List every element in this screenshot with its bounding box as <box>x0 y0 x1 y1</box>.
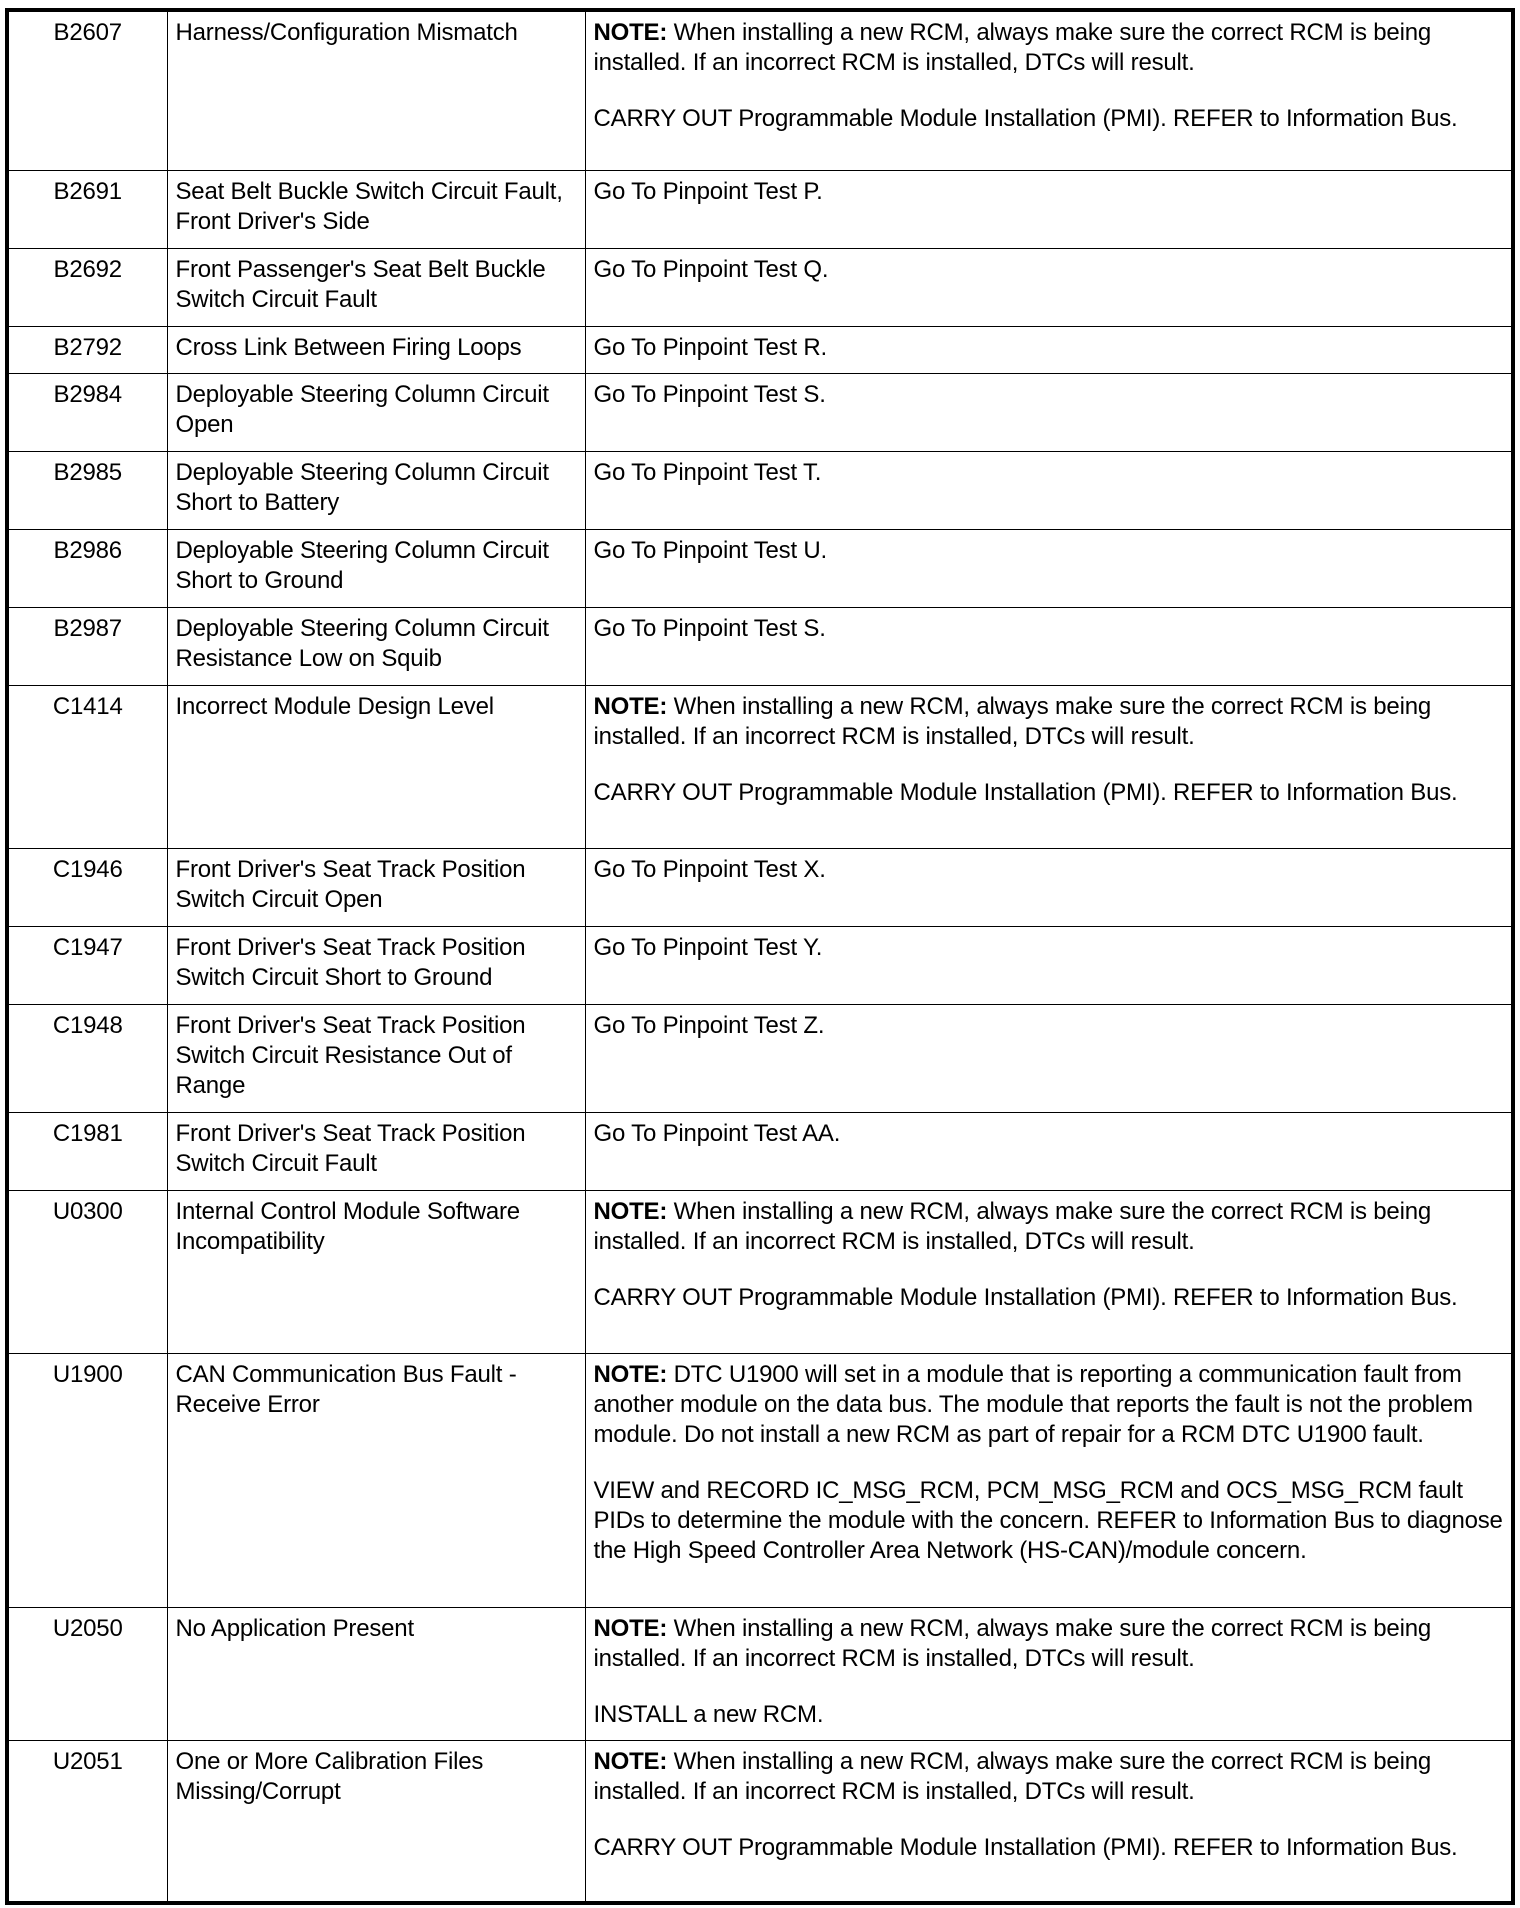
action-text: Go To Pinpoint Test S. <box>593 614 826 642</box>
note-text: When installing a new RCM, always make sure the correct RCM is being installed. If an incorrect RCM is installed, DTCs will result. <box>593 19 1431 76</box>
dtc-code: U0300 <box>7 1190 167 1353</box>
dtc-code: C1946 <box>7 848 167 926</box>
dtc-description: Front Driver's Seat Track Position Switch Circuit Resistance Out of Range <box>167 1004 585 1112</box>
action-text: Go To Pinpoint Test Q. <box>593 255 829 283</box>
table-row <box>7 451 1513 529</box>
dtc-description: Front Passenger's Seat Belt Buckle Switch Circuit Fault <box>167 248 585 326</box>
table-row <box>7 1607 1513 1740</box>
dtc-code: C1947 <box>7 926 167 1004</box>
dtc-action-cell <box>585 926 1513 1004</box>
dtc-description: No Application Present <box>167 1607 585 1740</box>
dtc-code: C1414 <box>7 685 167 848</box>
dtc-description: Harness/Configuration Mismatch <box>167 10 585 170</box>
note-label: NOTE: <box>593 19 668 46</box>
table-row <box>7 373 1513 451</box>
table-row <box>7 1190 1513 1353</box>
note <box>594 1197 1504 1257</box>
action-text: VIEW and RECORD IC_MSG_RCM, PCM_MSG_RCM and OCS_MSG_RCM fault PIDs to determine the module with the concern. REFER to Information Bus to diagnose the High Speed Controller Area Network (HS-CAN)/module concern. <box>593 1476 1503 1564</box>
dtc-description: CAN Communication Bus Fault - Receive Error <box>167 1353 585 1607</box>
dtc-code: C1981 <box>7 1112 167 1190</box>
dtc-code: U2051 <box>7 1740 167 1903</box>
dtc-description: Deployable Steering Column Circuit Short to Ground <box>167 529 585 607</box>
note-label: NOTE: <box>593 692 668 720</box>
dtc-code: B2984 <box>7 373 167 451</box>
note-text: When installing a new RCM, always make sure the correct RCM is being installed. If an incorrect RCM is installed, DTCs will result. <box>593 692 1431 750</box>
table-row <box>7 248 1513 326</box>
dtc-action-cell <box>585 1004 1513 1112</box>
table-row <box>7 529 1513 607</box>
dtc-code: B2607 <box>7 10 167 170</box>
dtc-action-cell <box>585 170 1513 248</box>
action-text: CARRY OUT Programmable Module Installation (PMI). REFER to Information Bus. <box>593 1283 1458 1311</box>
table-row <box>7 1112 1513 1190</box>
action-text: Go To Pinpoint Test U. <box>593 536 828 564</box>
dtc-description: Front Driver's Seat Track Position Switch Circuit Fault <box>167 1112 585 1190</box>
table-row <box>7 326 1513 373</box>
dtc-action-cell <box>585 326 1513 373</box>
dtc-code: B2985 <box>7 451 167 529</box>
action-text: Go To Pinpoint Test Y. <box>593 933 823 961</box>
note-text: When installing a new RCM, always make sure the correct RCM is being installed. If an incorrect RCM is installed, DTCs will result. <box>593 1614 1431 1672</box>
dtc-code: B2986 <box>7 529 167 607</box>
action-text: Go To Pinpoint Test P. <box>593 177 823 205</box>
note-text: When installing a new RCM, always make sure the correct RCM is being installed. If an incorrect RCM is installed, DTCs will result. <box>593 1197 1431 1255</box>
dtc-code: C1948 <box>7 1004 167 1112</box>
note <box>594 18 1504 78</box>
dtc-action-cell <box>585 1607 1513 1740</box>
dtc-action-cell <box>585 529 1513 607</box>
note-text: DTC U1900 will set in a module that is reporting a communication fault from another module on the data bus. The module that reports the fault is not the problem module. Do not install a new RCM as part of repair for a RCM DTC U1900 fault. <box>593 1360 1473 1448</box>
dtc-description: One or More Calibration Files Missing/Corrupt <box>167 1740 585 1903</box>
action-text: Go To Pinpoint Test S. <box>593 380 826 408</box>
note-label: NOTE: <box>593 1360 668 1388</box>
dtc-action-cell <box>585 1740 1513 1903</box>
action-text: Go To Pinpoint Test Z. <box>593 1011 825 1039</box>
dtc-action-cell <box>585 373 1513 451</box>
note <box>594 1360 1504 1450</box>
dtc-action-cell <box>585 1353 1513 1607</box>
dtc-table <box>5 8 1515 1905</box>
action-text: CARRY OUT Programmable Module Installation (PMI). REFER to Information Bus. <box>593 1833 1458 1861</box>
dtc-description: Deployable Steering Column Circuit Short to Battery <box>167 451 585 529</box>
dtc-description: Deployable Steering Column Circuit Open <box>167 373 585 451</box>
dtc-action-cell <box>585 685 1513 848</box>
dtc-action-cell <box>585 248 1513 326</box>
action-text: INSTALL a new RCM. <box>593 1700 824 1728</box>
table-row <box>7 848 1513 926</box>
dtc-action-cell <box>585 10 1513 170</box>
note-label: NOTE: <box>593 1747 668 1775</box>
action-text: Go To Pinpoint Test X. <box>593 855 826 883</box>
dtc-action-cell <box>585 1112 1513 1190</box>
note <box>594 1614 1504 1674</box>
note-label: NOTE: <box>593 1197 668 1225</box>
dtc-code: B2691 <box>7 170 167 248</box>
dtc-action-cell <box>585 1190 1513 1353</box>
table-row <box>7 1353 1513 1607</box>
note-text: When installing a new RCM, always make sure the correct RCM is being installed. If an incorrect RCM is installed, DTCs will result. <box>593 1747 1431 1805</box>
action-text: Go To Pinpoint Test R. <box>593 333 828 361</box>
action-text: Go To Pinpoint Test T. <box>593 458 822 486</box>
dtc-action-cell <box>585 848 1513 926</box>
dtc-description: Cross Link Between Firing Loops <box>167 326 585 373</box>
dtc-description: Front Driver's Seat Track Position Switch Circuit Open <box>167 848 585 926</box>
table-row <box>7 607 1513 685</box>
dtc-description: Deployable Steering Column Circuit Resistance Low on Squib <box>167 607 585 685</box>
table-row <box>7 170 1513 248</box>
action-text: CARRY OUT Programmable Module Installation (PMI). REFER to Information Bus. <box>593 105 1458 132</box>
table-row <box>7 1740 1513 1903</box>
dtc-description: Incorrect Module Design Level <box>167 685 585 848</box>
dtc-code: U2050 <box>7 1607 167 1740</box>
dtc-action-cell <box>585 451 1513 529</box>
table-row <box>7 10 1513 170</box>
dtc-code: B2692 <box>7 248 167 326</box>
dtc-code: B2792 <box>7 326 167 373</box>
dtc-description: Internal Control Module Software Incompatibility <box>167 1190 585 1353</box>
table-row <box>7 926 1513 1004</box>
note-label: NOTE: <box>593 1614 668 1642</box>
dtc-code: B2987 <box>7 607 167 685</box>
note <box>594 1747 1504 1807</box>
dtc-code: U1900 <box>7 1353 167 1607</box>
table-row <box>7 1004 1513 1112</box>
action-text: CARRY OUT Programmable Module Installation (PMI). REFER to Information Bus. <box>593 778 1458 806</box>
table-row <box>7 685 1513 848</box>
dtc-description: Seat Belt Buckle Switch Circuit Fault, Front Driver's Side <box>167 170 585 248</box>
dtc-action-cell <box>585 607 1513 685</box>
dtc-description: Front Driver's Seat Track Position Switch Circuit Short to Ground <box>167 926 585 1004</box>
note <box>594 692 1504 752</box>
action-text: Go To Pinpoint Test AA. <box>593 1119 841 1147</box>
